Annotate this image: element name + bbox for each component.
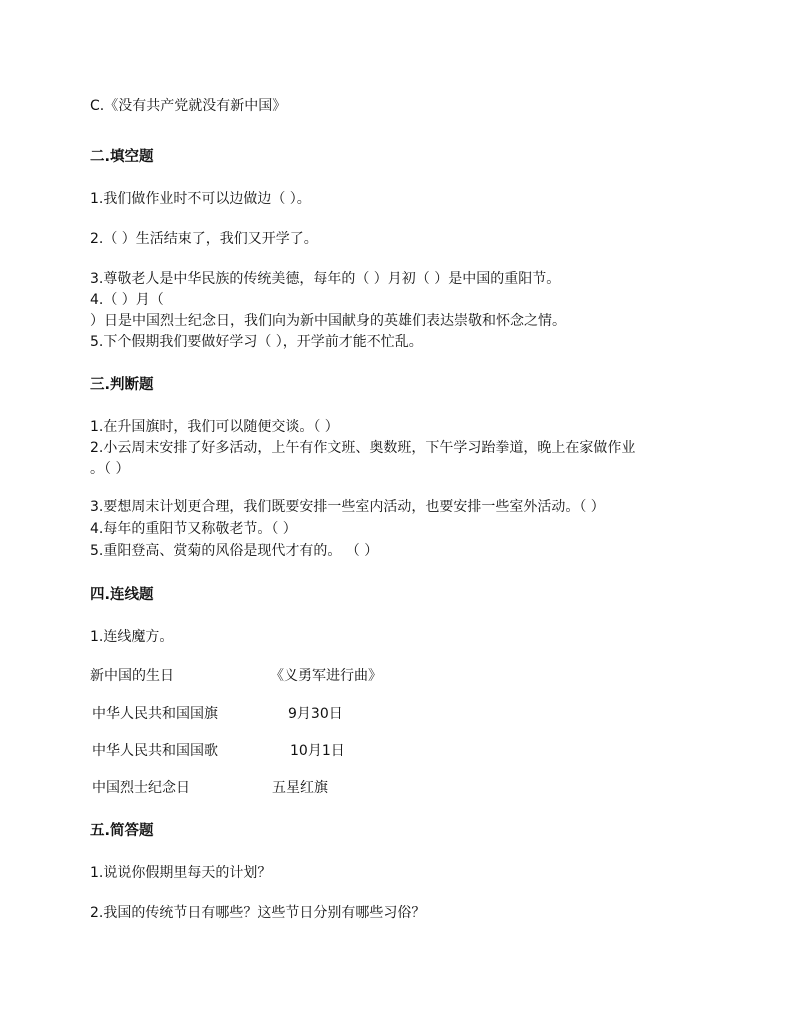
matching-right-2: 9月30日	[288, 706, 343, 722]
fill-blank-item-4a: 4.（ ）月（	[90, 292, 164, 308]
matching-left-4: 中国烈士纪念日	[92, 780, 190, 796]
section-title-matching: 四.连线题	[90, 587, 154, 603]
fill-blank-item-2: 2.（ ）生活结束了，我们又开学了。	[90, 231, 318, 247]
fill-blank-item-1: 1.我们做作业时不可以边做边（ ）。	[90, 191, 311, 207]
judge-item-1: 1.在升国旗时，我们可以随便交谈。（ ）	[90, 419, 339, 435]
fill-blank-item-4b: ）日是中国烈士纪念日，我们向为新中国献身的英雄们表达崇敬和怀念之情。	[90, 313, 566, 329]
matching-question: 1.连线魔方。	[90, 629, 174, 645]
judge-item-2a: 2.小云周末安排了好多活动，上午有作文班、奥数班，下午学习跆拳道，晚上在家做作业	[90, 440, 636, 456]
short-answer-item-1: 1.说说你假期里每天的计划？	[90, 865, 272, 881]
judge-item-4: 4.每年的重阳节又称敬老节。（ ）	[90, 521, 297, 537]
section-title-short-answer: 五.简答题	[90, 823, 154, 839]
judge-item-5: 5.重阳登高、赏菊的风俗是现代才有的。 （ ）	[90, 543, 379, 559]
short-answer-item-2: 2.我国的传统节日有哪些？这些节日分别有哪些习俗？	[90, 905, 426, 921]
matching-right-1: 《义勇军进行曲》	[270, 668, 382, 684]
matching-left-1: 新中国的生日	[90, 668, 174, 684]
matching-right-3: 10月1日	[290, 743, 345, 759]
judge-item-3: 3.要想周末计划更合理，我们既要安排一些室内活动，也要安排一些室外活动。（ ）	[90, 499, 605, 515]
matching-left-2: 中华人民共和国国旗	[92, 706, 218, 722]
matching-left-3: 中华人民共和国国歌	[92, 743, 218, 759]
option-c: C.《没有共产党就没有新中国》	[90, 98, 287, 114]
matching-right-4: 五星红旗	[272, 780, 328, 796]
fill-blank-item-3: 3.尊敬老人是中华民族的传统美德，每年的（ ）月初（ ）是中国的重阳节。	[90, 271, 561, 287]
fill-blank-item-5: 5.下个假期我们要做好学习（ ），开学前才能不忙乱。	[90, 334, 423, 350]
section-title-judge: 三.判断题	[90, 377, 154, 393]
judge-item-2b: 。（ ）	[90, 461, 130, 477]
section-title-fill-blank: 二.填空题	[90, 149, 154, 165]
